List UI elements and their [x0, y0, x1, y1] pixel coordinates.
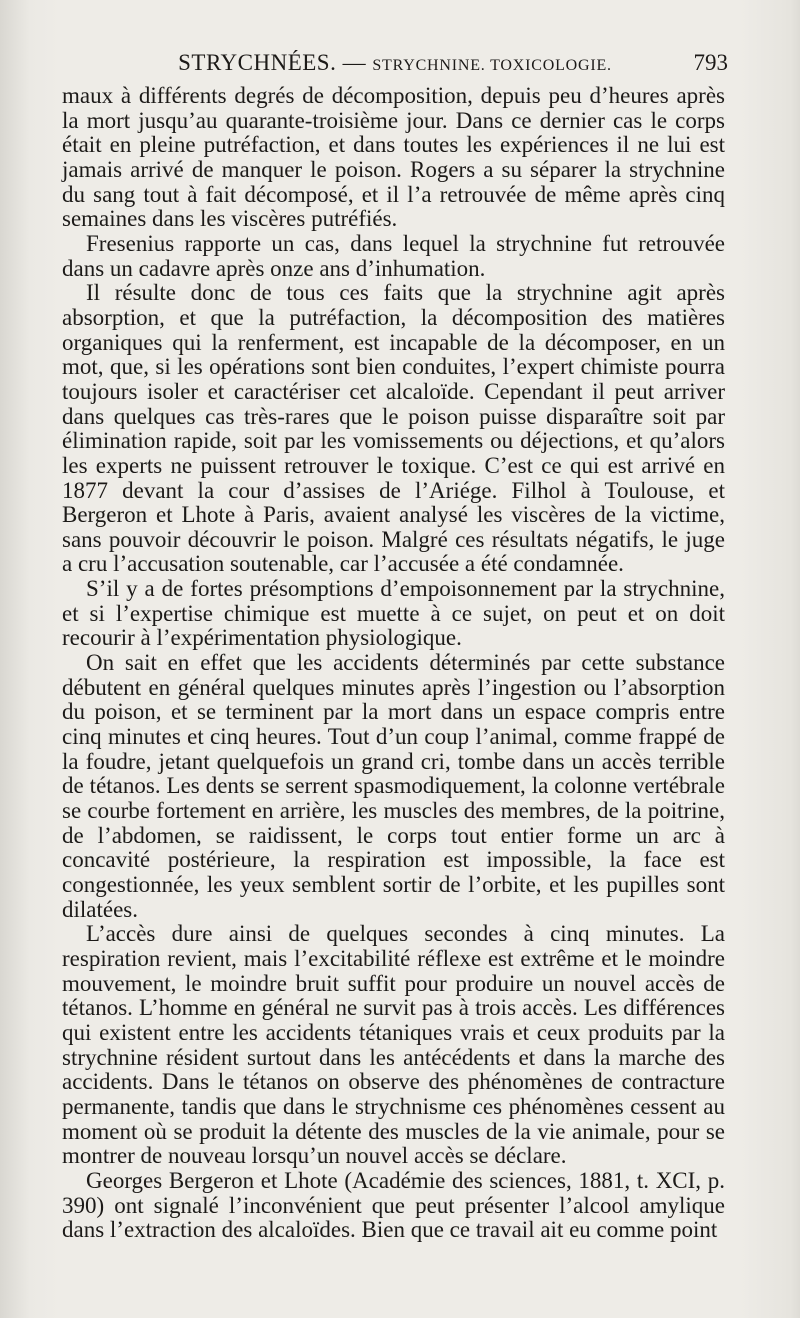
- page-header: [62, 50, 728, 76]
- paragraph-4: S’il y a de fortes présomptions d’empoisonnement par la strychnine, et si l’expertise chimique est muette à ce sujet, on peut et on doit recourir à l’expérimentation physiologique.: [62, 576, 725, 651]
- paragraph-7: Georges Bergeron et Lhote (Académie des sciences, 1881, t. XCI, p. 390) ont signalé l’inconvénient que peut présenter l’alcool amylique dans l’extraction des alcaloïdes. Bien que ce travail ait eu comme point: [62, 1167, 725, 1243]
- paragraph-2: Fresenius rapporte un cas, dans lequel la strychnine fut retrouvée dans un cadavre après onze ans d’inhumation.: [62, 230, 725, 281]
- paragraph-5: On sait en effet que les accidents déterminés par cette substance débutent en général quelques minutes après l’ingestion ou l’absorption du poison, et se terminent par la mort dans un espace compris entre cinq minutes et cinq heures. Tout d’un coup l’animal, comme frappé de la foudre, jetant quelquefois un grand cri, tombe dans un accès terrible de tétanos. Les dents se serrent spasmodiquement, la colonne vertébrale se courbe fortement en arrière, les muscles des membres, de la poitrine, de l’abdomen, se raidissent, le corps tout entier forme un arc à concavité postérieure, la respiration est impossible, la face est congestionnée, les yeux semblent sortir de l’orbite, et les pupilles sont dilatées.: [62, 650, 725, 922]
- running-head-separator: —: [342, 50, 367, 75]
- body-text: [62, 84, 725, 1243]
- running-head-title: STRYCHNÉES.: [178, 50, 337, 75]
- page-number: 793: [693, 50, 728, 75]
- running-head: [62, 50, 728, 76]
- paragraph-1: maux à différents degrés de décomposition, depuis peu d’heures après la mort jusqu’au quarante-troisième jour. Dans ce dernier cas le corps était en pleine putréfaction, et dans toutes les expériences il ne lui est jamais arrivé de manquer le poison. Rogers a su séparer la strychnine du sang tout à fait décomposé, et il l’a retrouvée de même après cinq semaines dans les viscères putréfiés.: [62, 83, 725, 232]
- paragraph-3: Il résulte donc de tous ces faits que la strychnine agit après absorption, et que la putréfaction, la décomposition des matières organiques qui la renferment, est incapable de la décomposer, en un mot, que, si les opérations sont bien conduites, l’expert chimiste pourra toujours isoler et caractériser cet alcaloïde. Cependant il peut arriver dans quelques cas très-rares que le poison puisse disparaître soit par élimination rapide, soit par les vomissements ou déjections, et qu’alors les experts ne puissent retrouver le toxique. C’est ce qui est arrivé en 1877 devant la cour d’assises de l’Ariége. Filhol à Toulouse, et Bergeron et Lhote à Paris, avaient analysé les viscères de la victime, sans pouvoir découvrir le poison. Malgré ces résultats négatifs, le juge a cru l’accusation soutenable, car l’accusée a été condamnée.: [62, 280, 725, 577]
- running-head-subtitle: STRYCHNINE. TOXICOLOGIE.: [372, 57, 612, 74]
- paragraph-6: L’accès dure ainsi de quelques secondes à cinq minutes. La respiration revient, mais l’excitabilité réflexe est extrême et le moindre mouvement, le moindre bruit suffit pour produire un nouvel accès de tétanos. L’homme en général ne survit pas à trois accès. Les différences qui existent entre les accidents tétaniques vrais et ceux produits par la strychnine résident surtout dans les antécédents et dans la marche des accidents. Dans le tétanos on observe des phénomènes de contracture permanente, tandis que dans le strychnisme ces phénomènes cessent au moment où se produit la détente des muscles de la vie animale, pour se montrer de nouveau lorsqu’un nouvel accès se déclare.: [62, 921, 725, 1169]
